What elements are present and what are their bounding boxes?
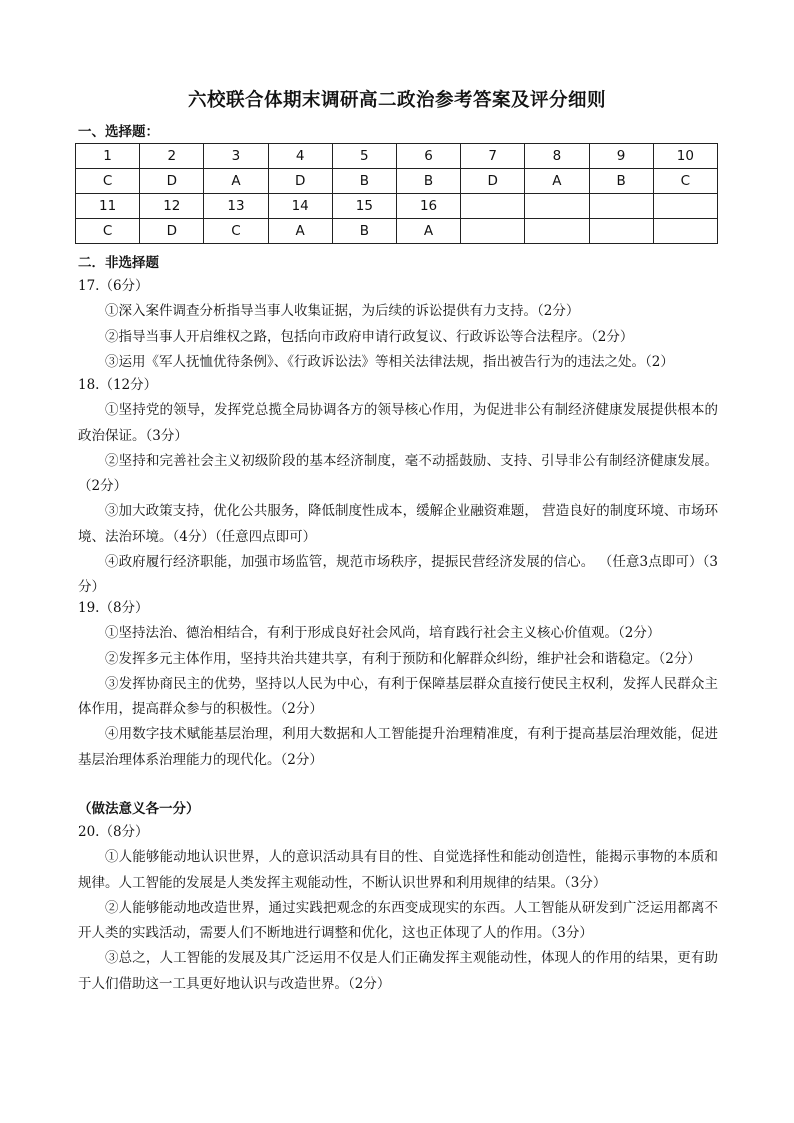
question-20-number: 20.（8分） xyxy=(78,824,149,840)
question-number-cell: 13 xyxy=(204,194,268,219)
question-18-item: ④政府履行经济职能，加强市场监管，规范市场秩序，提振民营经济发展的信心。 （任意3点即可）（3分） xyxy=(78,554,718,596)
question-17-item: ③运用《军人抚恤优待条例》、《行政诉讼法》等相关法律法规，指出被告行为的违法之处。（2） xyxy=(105,353,674,370)
question-number-cell: 3 xyxy=(204,144,268,169)
answer-cell: A xyxy=(396,219,460,244)
question-number-cell: 10 xyxy=(653,144,717,169)
question-19-item: ③发挥协商民主的优势，坚持以人民为中心，有利于保障基层群众直接行使民主权利，发挥人民群众主体作用，提高群众参与的积极性。（2分） xyxy=(78,675,718,718)
question-number-cell xyxy=(653,194,717,219)
question-17-item: ①深入案件调查分析指导当事人收集证据，为后续的诉讼提供有力支持。（2分） xyxy=(105,303,580,320)
question-19-number: 19.（8分） xyxy=(78,600,149,616)
answer-row xyxy=(76,219,718,244)
answer-cell: B xyxy=(396,169,460,194)
question-18-number: 18.（12分） xyxy=(78,377,158,393)
answer-cell: A xyxy=(268,219,332,244)
question-number-row xyxy=(76,194,718,219)
answer-cell xyxy=(653,219,717,244)
question-19 xyxy=(78,596,718,773)
answer-cell xyxy=(589,219,653,244)
question-18-item: ③加大政策支持，优化公共服务，降低制度性成本，缓解企业融资难题， 营造良好的制度环境、市场环境、法治环境。（4分）（任意四点即可） xyxy=(78,503,718,545)
section-non-choice-heading: 二．非选择题 xyxy=(78,255,159,271)
answer-cell: B xyxy=(589,169,653,194)
question-19-item: ①坚持法治、德治相结合，有利于形成良好社会风尚，培育践行社会主义核心价值观。（2分） xyxy=(105,625,661,642)
question-number-row xyxy=(76,144,718,169)
question-19-item: ②发挥多元主体作用，坚持共治共建共享，有利于预防和化解群众纠纷，维护社会和谐稳定。（2分） xyxy=(105,650,701,667)
page-title: 六校联合体期末调研高二政治参考答案及评分细则 xyxy=(187,90,606,111)
question-number-cell: 15 xyxy=(332,194,396,219)
answer-cell: A xyxy=(525,169,589,194)
answer-table xyxy=(75,143,718,244)
question-number-cell xyxy=(525,194,589,219)
answer-cell: A xyxy=(204,169,268,194)
answer-cell xyxy=(461,219,525,244)
question-number-cell xyxy=(461,194,525,219)
question-number-cell: 6 xyxy=(396,144,460,169)
answer-cell: C xyxy=(76,169,140,194)
question-number-cell: 5 xyxy=(332,144,396,169)
answer-row xyxy=(76,169,718,194)
question-number-cell: 7 xyxy=(461,144,525,169)
question-number-cell: 11 xyxy=(76,194,140,219)
answer-cell: D xyxy=(268,169,332,194)
question-19-scoring-note: （做法意义各一分） xyxy=(78,801,200,817)
question-17 xyxy=(78,274,718,375)
question-17-item: ②指导当事人开启维权之路，包括向市政府申请行政复议、行政诉讼等合法程序。（2分） xyxy=(105,328,634,345)
question-number-cell: 1 xyxy=(76,144,140,169)
question-number-cell: 16 xyxy=(396,194,460,219)
question-19-item: ④用数字技术赋能基层治理，利用大数据和人工智能提升治理精准度，有利于提高基层治理效能，促进基层治理体系治理能力的现代化。（2分） xyxy=(78,726,718,768)
question-number-cell: 2 xyxy=(140,144,204,169)
answer-cell: B xyxy=(332,219,396,244)
answer-cell: D xyxy=(461,169,525,194)
question-number-cell xyxy=(589,194,653,219)
answer-cell: D xyxy=(140,219,204,244)
answer-cell: C xyxy=(653,169,717,194)
question-number-cell: 14 xyxy=(268,194,332,219)
question-20-item: ③总之，人工智能的发展及其广泛运用不仅是人们正确发挥主观能动性，体现人的作用的结果，更有助于人们借助这一工具更好地认识与改造世界。（2分） xyxy=(78,950,718,992)
answer-cell: C xyxy=(204,219,268,244)
question-18-item: ②坚持和完善社会主义初级阶段的基本经济制度，毫不动摇鼓励、支持、引导非公有制经济健康发展。（2分） xyxy=(78,452,718,495)
question-20-item: ②人能够能动地改造世界，通过实践把观念的东西变成现实的东西。人工智能从研发到广泛运用都离不开人类的实践活动，需要人们不断地进行调整和优化，这也正体现了人的作用。（3分） xyxy=(78,899,718,942)
question-20 xyxy=(78,820,718,997)
answer-cell: C xyxy=(76,219,140,244)
answer-cell: D xyxy=(140,169,204,194)
question-number-cell: 9 xyxy=(589,144,653,169)
question-18 xyxy=(78,373,718,601)
question-20-item: ①人能够能动地认识世界，人的意识活动具有目的性、自觉选择性和能动创造性，能揭示事物的本质和规律。人工智能的发展是人类发挥主观能动性，不断认识世界和利用规律的结果。（3分） xyxy=(78,849,718,891)
question-number-cell: 4 xyxy=(268,144,332,169)
question-number-cell: 12 xyxy=(140,194,204,219)
question-17-number: 17.（6分） xyxy=(78,278,149,294)
answer-cell xyxy=(525,219,589,244)
answer-cell: B xyxy=(332,169,396,194)
question-18-item: ①坚持党的领导，发挥党总揽全局协调各方的领导核心作用，为促进非公有制经济健康发展提供根本的政治保证。（3分） xyxy=(78,402,718,444)
question-number-cell: 8 xyxy=(525,144,589,169)
section-multiple-choice-heading: 一、选择题： xyxy=(78,124,159,140)
